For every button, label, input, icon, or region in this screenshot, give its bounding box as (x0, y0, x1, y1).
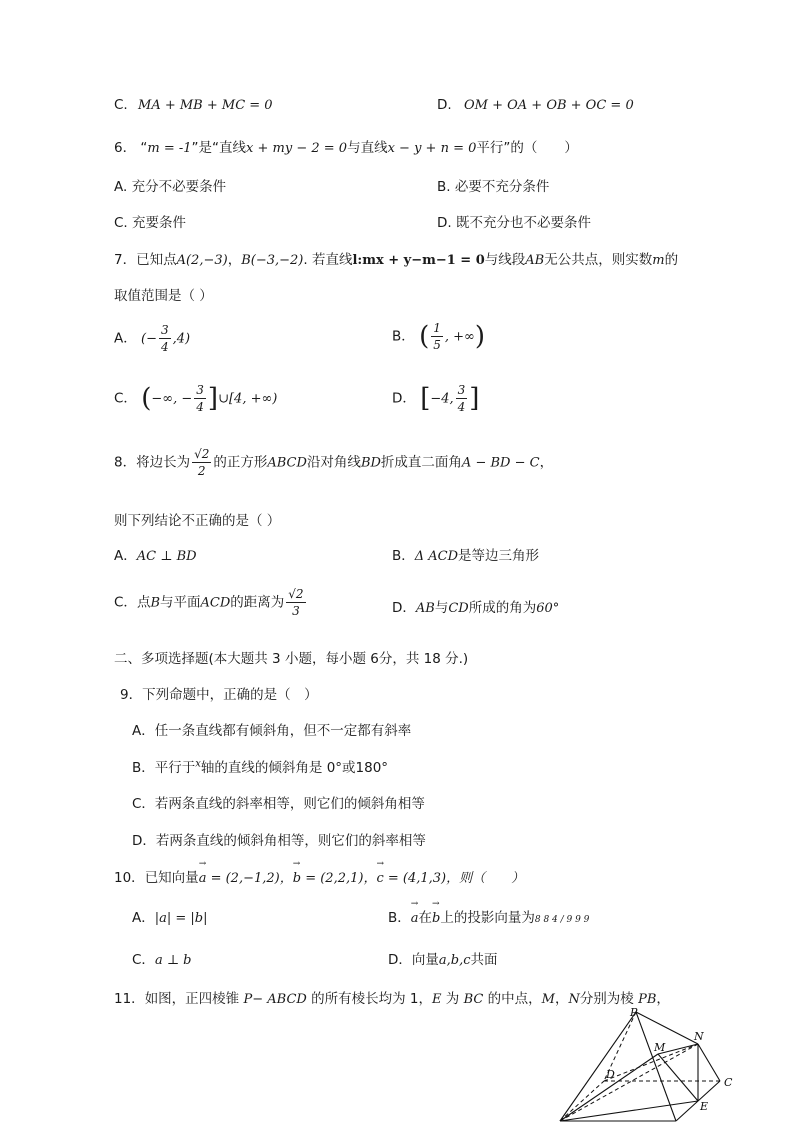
q10-option-b[interactable]: B．→ a在→ b上的投影向量为8 8 4 / 9 9 9 (388, 906, 589, 926)
edge-ad (560, 1081, 604, 1121)
label-c: C (724, 1076, 733, 1089)
edge-pa (560, 1012, 636, 1121)
edge-nc (698, 1044, 720, 1081)
q8-stem: 8．将边长为 $\frac{√2}{2}$ 的正方形ABCD沿对角线BD折成直二面角A − BD − C， (114, 447, 554, 478)
q8-stem-line2: 则下列结论不正确的是（ ） (114, 513, 281, 529)
q7-stem-line2: 取值范围是（ ） (114, 288, 213, 304)
q9-option-b[interactable]: B．平行于$^x$轴的直线的倾斜角是 0°或180° (132, 758, 389, 776)
q5-option-d[interactable]: D. OM + OA + OB + OC = 0 (437, 97, 634, 113)
q7-option-d[interactable]: D． [−4, $\frac{3}{4}$ ] (392, 383, 480, 414)
segment-ae (560, 1101, 698, 1121)
q10-option-c[interactable]: C．a ⊥ b (132, 952, 192, 968)
q6-option-d[interactable]: D. 既不充分也不必要条件 (437, 215, 591, 231)
segment-me (658, 1054, 698, 1101)
q6-option-b[interactable]: B. 必要不充分条件 (437, 179, 550, 195)
q6-option-a[interactable]: A. 充分不必要条件 (114, 179, 227, 195)
q7-stem: 7．已知点A(2,−3)，B(−3,−2). 若直线l:mx + y−m−1 = 0与线段AB无公共点，则实数m的 (114, 252, 679, 268)
q5-option-d-expr: OM + OA + OB + OC = 0 (463, 98, 634, 113)
label-e: E (700, 1100, 709, 1113)
q10-option-a[interactable]: A．|a| = |b| (132, 910, 208, 926)
segment-dn (604, 1044, 698, 1081)
q10-option-d[interactable]: D．向量a,b,c共面 (388, 952, 498, 968)
label-m: M (654, 1041, 666, 1054)
q11-stem: 11．如图，正四棱锥 P− ABCD 的所有棱长均为 1，E 为 BC 的中点，M，N分别为棱 PB， (114, 991, 670, 1007)
q9-option-a[interactable]: A．任一条直线都有倾斜角，但不一定都有斜率 (132, 723, 412, 739)
q5-option-c[interactable]: C. MA + MB + MC = 0 (114, 97, 273, 113)
label-d: D (606, 1068, 615, 1081)
label-n: N (694, 1030, 704, 1043)
edge-pn (636, 1012, 698, 1044)
q9-option-c[interactable]: C．若两条直线的斜率相等，则它们的倾斜角相等 (132, 796, 425, 812)
q10-stem: 10．已知向量→ a = (2,−1,2)，→ b = (2,2,1)，→ c = (4,1,3)，则（ ） (114, 866, 524, 886)
q9-stem: 9．下列命题中，正确的是（ ） (120, 687, 318, 703)
segment-am (560, 1054, 658, 1121)
label-p: P (630, 1006, 638, 1019)
q8-option-a[interactable]: A．AC ⊥ BD (114, 548, 197, 564)
q6-option-c[interactable]: C. 充要条件 (114, 215, 187, 231)
pyramid-figure (548, 1004, 748, 1123)
section-heading: 二、多项选择题(本大题共 3 小题，每小题 6分，共 18 分.) (114, 651, 469, 667)
q7-option-c[interactable]: C． (−∞, − $\frac{3}{4}$ ]∪[4, +∞) (114, 383, 278, 414)
q7-option-a[interactable]: A． (− $\frac{3}{4}$ ,4) (114, 323, 191, 354)
q5-option-c-expr: MA + MB + MC = 0 (138, 98, 273, 113)
q7-option-b[interactable]: B． ( $\frac{1}{5}$ , +∞) (392, 321, 486, 352)
q8-option-c[interactable]: C．点B与平面ACD的距离为 $\frac{√2}{3}$ (114, 587, 304, 618)
q8-option-b[interactable]: B．Δ ACD是等边三角形 (392, 548, 540, 564)
q9-option-d[interactable]: D．若两条直线的倾斜角相等，则它们的斜率相等 (132, 833, 426, 849)
q6-stem: 6． “m = -1”是“直线x + my − 2 = 0与直线x − y + n = 0平行”的（ ） (114, 140, 578, 156)
q8-option-d[interactable]: D．AB与CD所成的角为60° (392, 600, 560, 616)
segment-an (560, 1044, 698, 1121)
